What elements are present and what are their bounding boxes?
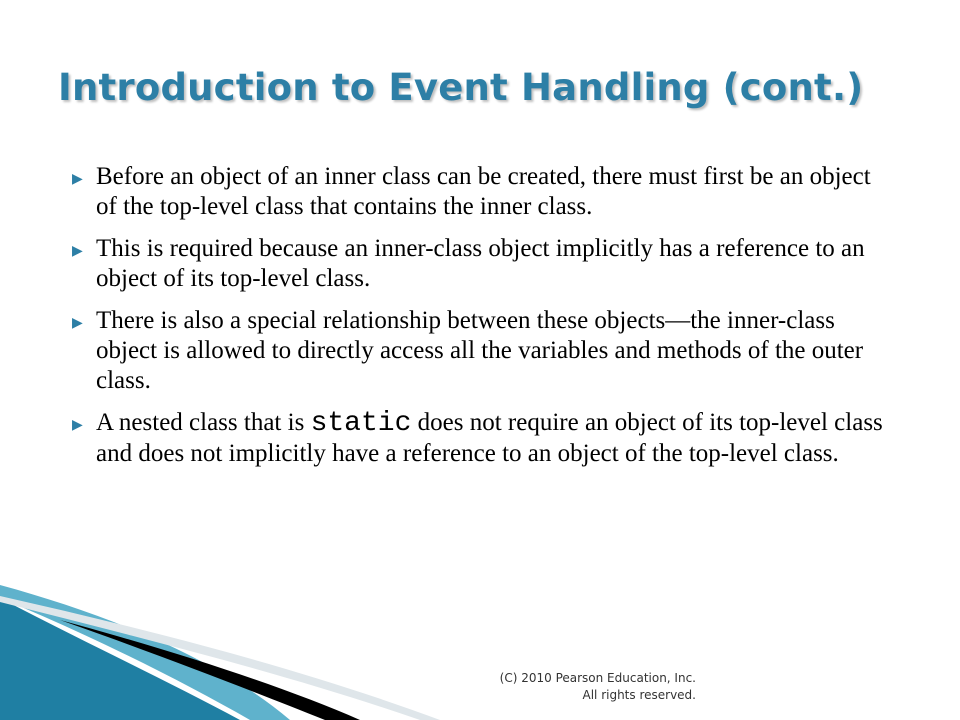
triangle-right-icon: ▶: [72, 316, 83, 331]
wave-blue-band: [0, 598, 240, 720]
slide-title: Introduction to Event Handling (cont.): [58, 66, 864, 109]
triangle-right-icon: ▶: [72, 418, 83, 433]
triangle-right-icon: ▶: [72, 172, 83, 187]
footer-line-1: (C) 2010 Pearson Education, Inc.: [499, 671, 696, 685]
bullet-text-after: does not require an object of its top-level class and does not implicitly have a reference to an object of the top-level class.: [96, 409, 883, 467]
triangle-right-icon: ▶: [72, 244, 83, 259]
bullet-text: There is also a special relationship between these objects—the inner-class object is allowed to directly access all the variables and methods of the outer class.: [96, 307, 864, 394]
copyright-footer: [470, 670, 696, 704]
bullet-text-before: A nested class that is: [96, 409, 311, 436]
code-keyword: static: [310, 408, 412, 439]
bullet-text: This is required because an inner-class object implicitly has a reference to an object of its top-level class.: [96, 235, 865, 292]
footer-line-2: All rights reserved.: [582, 688, 696, 702]
bullet-text: Before an object of an inner class can be created, there must first be an object of the top-level class that contains the inner class.: [96, 163, 871, 220]
